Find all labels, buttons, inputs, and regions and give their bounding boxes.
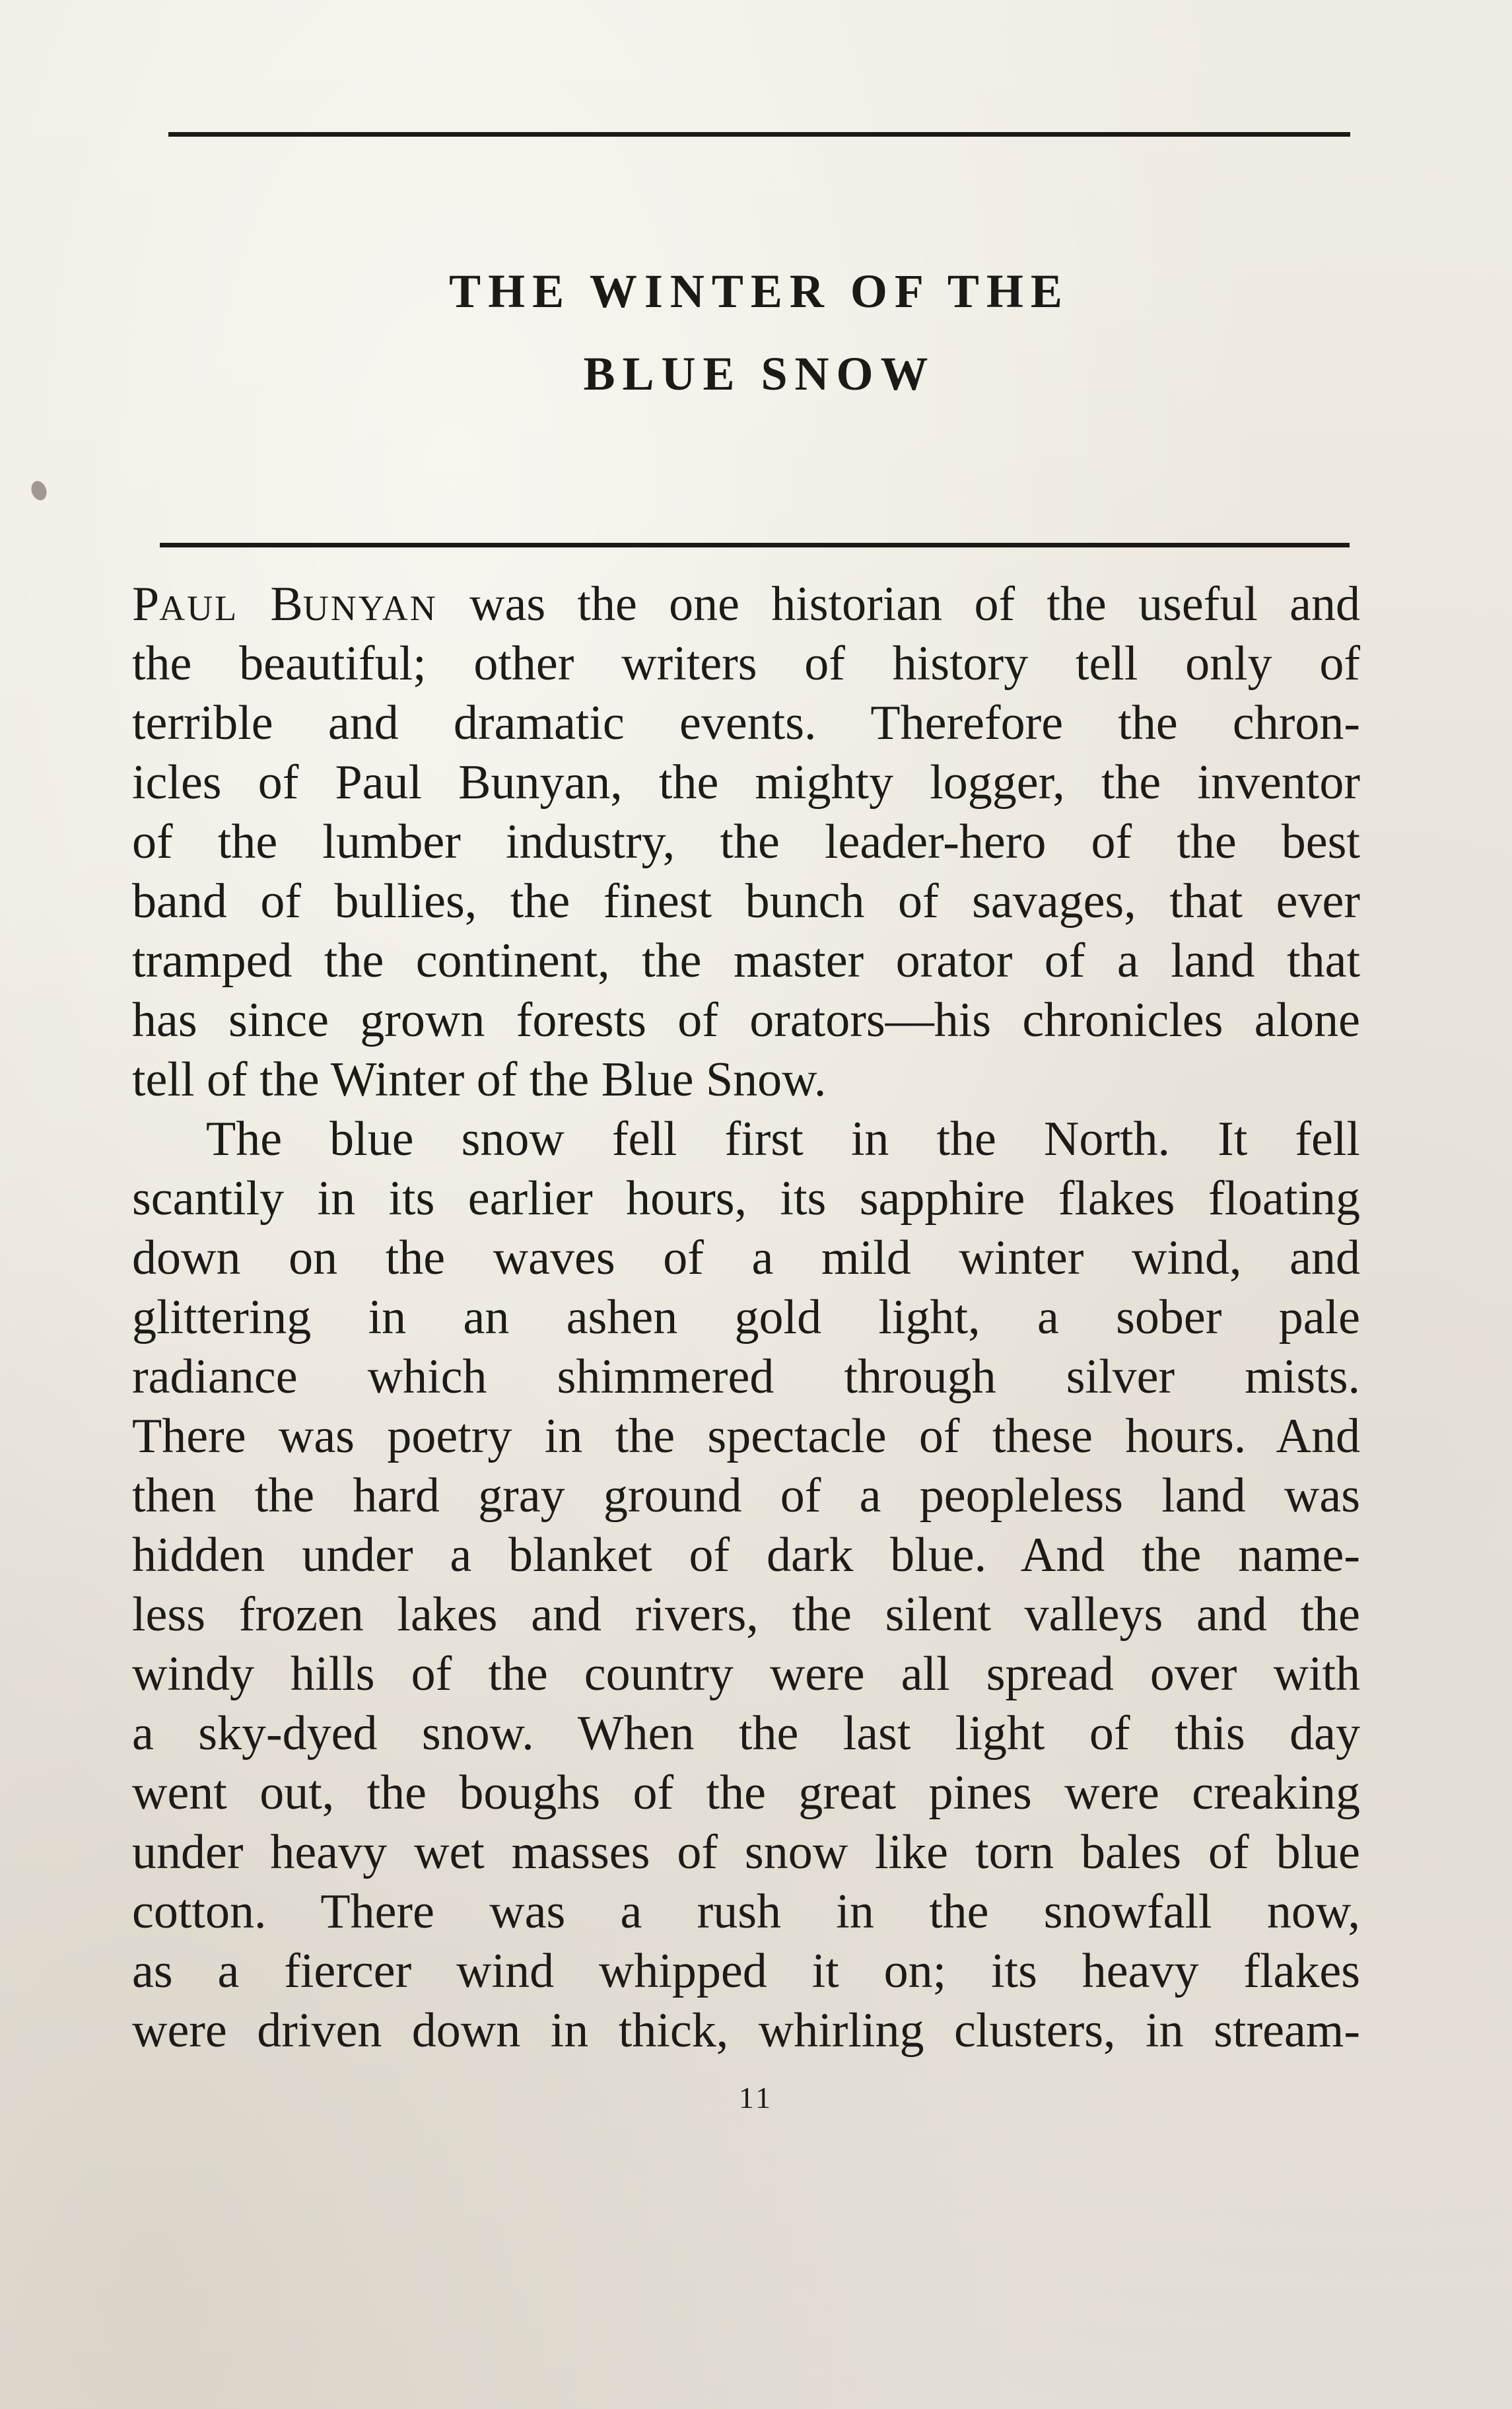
page-number: 11 <box>738 2081 774 2114</box>
text-line-content: was the one historian of the useful and <box>437 577 1360 631</box>
chapter-title-line-2: BLUE SNOW <box>583 347 936 400</box>
text-line: has since grown forests of orators—his chronicles alone <box>132 993 1360 1047</box>
text-line <box>132 575 1360 634</box>
text-line: under heavy wet masses of snow like torn bales of blue <box>132 1825 1360 1879</box>
opening-small-caps: AUL <box>159 588 239 628</box>
text-line: tell of the Winter of the Blue Snow. <box>132 1053 827 1107</box>
text-line: There was poetry in the spectacle of these hours. And <box>132 1409 1360 1463</box>
text-line: tramped the continent, the master orator of a land that <box>132 934 1360 988</box>
opening-small-caps: UNYAN <box>302 588 438 628</box>
text-line: radiance which shimmered through silver mists. <box>132 1350 1360 1404</box>
text-line: a sky-dyed snow. When the last light of this day <box>132 1706 1360 1761</box>
text-line: cotton. There was a rush in the snowfall now, <box>132 1885 1360 1939</box>
text-line: less frozen lakes and rivers, the silent valleys and the <box>132 1588 1360 1642</box>
text-line: glittering in an ashen gold light, a sober pale <box>132 1290 1360 1344</box>
top-rule <box>168 132 1350 137</box>
text-line: the beautiful; other writers of history tell only of <box>132 637 1360 691</box>
text-line: were driven down in thick, whirling clusters, in stream- <box>132 2004 1360 2058</box>
text-line: hidden under a blanket of dark blue. And the name- <box>132 1528 1360 1582</box>
text-line: then the hard gray ground of a peopleless land was <box>132 1469 1360 1523</box>
text-line: band of bullies, the finest bunch of savages, that ever <box>132 874 1360 928</box>
text-line: down on the waves of a mild winter wind, and <box>132 1231 1360 1285</box>
text-line: icles of Paul Bunyan, the mighty logger, the inventor <box>132 755 1360 810</box>
text-line: went out, the boughs of the great pines were creaking <box>132 1766 1360 1820</box>
paragraph-start-line: The blue snow fell first in the North. It fell <box>206 1112 1360 1166</box>
chapter-body <box>132 575 1360 2060</box>
text-line: scantily in its earlier hours, its sapphire flakes floating <box>132 1171 1360 1226</box>
text-line: terrible and dramatic events. Therefore the chron- <box>132 696 1360 750</box>
text-line: windy hills of the country were all spread over with <box>132 1647 1360 1701</box>
opening-initial: P <box>132 577 160 631</box>
chapter-title-line-1: THE WINTER OF THE <box>449 265 1070 318</box>
text-line: of the lumber industry, the leader-hero of the best <box>132 815 1360 869</box>
opening-initial: B <box>270 577 303 631</box>
text-line: as a fiercer wind whipped it on; its heavy flakes <box>132 1944 1360 1998</box>
paper-blemish <box>29 479 50 503</box>
title-bottom-rule <box>160 543 1350 547</box>
